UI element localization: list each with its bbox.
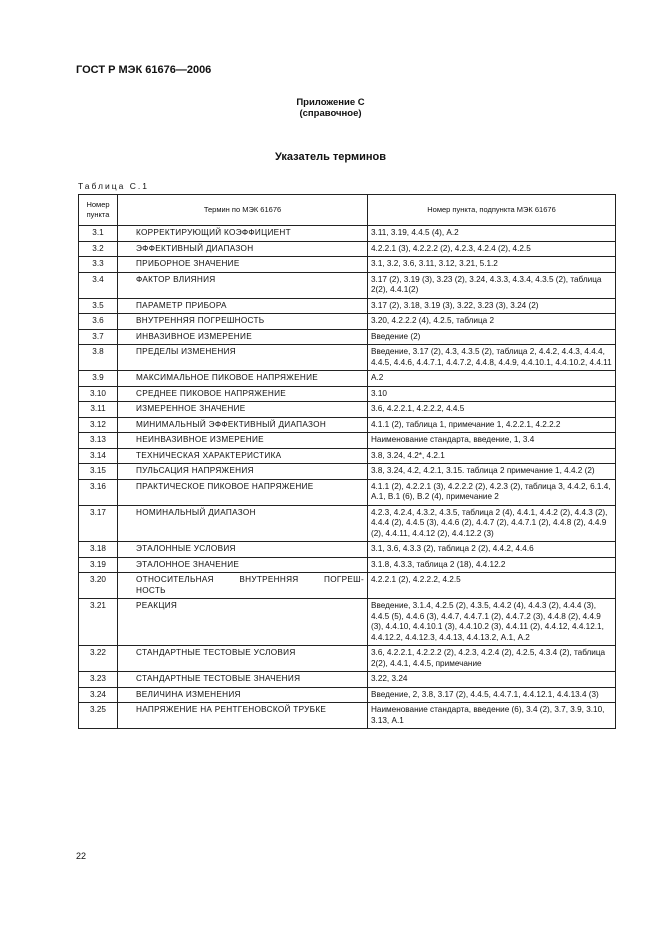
appendix-heading [0,97,661,119]
row-references: 4.2.3, 4.2.4, 4.3.2, 4.3.5, таблица 2 (4), 4.4.1, 4.4.2 (2), 4.4.3 (2), 4.4.4 (2), 4.4.5 (3), 4.4.6 (2), 4.4.7 (2), 4.4.7.1 (2), 4.4.8 (2), 4.4.9 (2), 4.4.11, 4.4.12 (2), 4.4.12.2 (3) [368,505,616,542]
row-term: КОРРЕКТИРУЮЩИЙ КОЭФФИЦИЕНТ [118,226,368,242]
table-row [79,687,616,703]
row-term: ПРЕДЕЛЫ ИЗМЕНЕНИЯ [118,345,368,371]
row-number: 3.19 [79,557,118,573]
table-row [79,314,616,330]
table-row [79,505,616,542]
row-references: 3.1, 3.6, 4.3.3 (2), таблица 2 (2), 4.4.2, 4.4.6 [368,542,616,558]
row-references: Наименование стандарта, введение, 1, 3.4 [368,433,616,449]
table-row [79,371,616,387]
row-term: ВЕЛИЧИНА ИЗМЕНЕНИЯ [118,687,368,703]
table-row [79,417,616,433]
row-term: ЭТАЛОННОЕ ЗНАЧЕНИЕ [118,557,368,573]
row-references: 4.1.1 (2), таблица 1, примечание 1, 4.2.2.1, 4.2.2.2 [368,417,616,433]
row-term: ВНУТРЕННЯЯ ПОГРЕШНОСТЬ [118,314,368,330]
row-references: А.2 [368,371,616,387]
row-references: 3.17 (2), 3.18, 3.19 (3), 3.22, 3.23 (3), 3.24 (2) [368,298,616,314]
row-number: 3.24 [79,687,118,703]
row-number: 3.12 [79,417,118,433]
row-term-line: НОСТЬ [136,585,166,595]
row-term: СРЕДНЕЕ ПИКОВОЕ НАПРЯЖЕНИЕ [118,386,368,402]
document-header: ГОСТ Р МЭК 61676—2006 [76,64,212,76]
row-number: 3.13 [79,433,118,449]
row-number: 3.1 [79,226,118,242]
row-references: 4.1.1 (2), 4.2.2.1 (3), 4.2.2.2 (2), 4.2.3 (2), таблица 3, 4.4.2, 6.1.4, А.1, В.1 (6), В.2 (4), примечание 2 [368,479,616,505]
row-term: МАКСИМАЛЬНОЕ ПИКОВОЕ НАПРЯЖЕНИЕ [118,371,368,387]
row-term: ЭТАЛОННЫЕ УСЛОВИЯ [118,542,368,558]
row-number: 3.25 [79,703,118,729]
table-row [79,557,616,573]
table-row [79,386,616,402]
row-number: 3.3 [79,257,118,273]
row-number: 3.11 [79,402,118,418]
page-title: Указатель терминов [274,151,387,163]
table-label: Таблица С.1 [78,181,149,191]
table-row [79,542,616,558]
row-term: НЕИНВАЗИВНОЕ ИЗМЕРЕНИЕ [118,433,368,449]
row-term: ИНВАЗИВНОЕ ИЗМЕРЕНИЕ [118,329,368,345]
row-references: Введение, 3.1.4, 4.2.5 (2), 4.3.5, 4.4.2 (4), 4.4.3 (2), 4.4.4 (3), 4.4.5 (5), 4.4.6 (3), 4.4.7, 4.4.7.1 (2), 4.4.7.2 (3), 4.4.8 (2), 4.4.9 (3), 4.4.10, 4.4.10.1 (3), 4.4.10.2 (3), 4.4.11 (2), 4.4.12, 4.4.12.1, 4.4.12.2, 4.4.12.3, 4.4.13, 4.4.13.2, А.1, А.2 [368,599,616,646]
row-term: ИЗМЕРЕННОЕ ЗНАЧЕНИЕ [118,402,368,418]
row-number: 3.5 [79,298,118,314]
table-row [79,226,616,242]
row-term: СТАНДАРТНЫЕ ТЕСТОВЫЕ ЗНАЧЕНИЯ [118,672,368,688]
table-row [79,257,616,273]
table-body [79,226,616,729]
row-references: 3.11, 3.19, 4.4.5 (4), А.2 [368,226,616,242]
row-number: 3.23 [79,672,118,688]
row-number: 3.21 [79,599,118,646]
row-number: 3.14 [79,448,118,464]
table-row [79,298,616,314]
table-row [79,433,616,449]
row-number: 3.8 [79,345,118,371]
table-row [79,272,616,298]
row-number: 3.18 [79,542,118,558]
row-references: 3.20, 4.2.2.2 (4), 4.2.5, таблица 2 [368,314,616,330]
row-references: 3.8, 3.24, 4.2*, 4.2.1 [368,448,616,464]
table-row [79,241,616,257]
row-references: 3.8, 3.24, 4.2, 4.2.1, 3.15. таблица 2 примечание 1, 4.4.2 (2) [368,464,616,480]
column-header-num: Номер пункта [79,195,118,226]
row-term: ПУЛЬСАЦИЯ НАПРЯЖЕНИЯ [118,464,368,480]
row-references: 3.22, 3.24 [368,672,616,688]
row-number: 3.20 [79,573,118,599]
row-number: 3.4 [79,272,118,298]
row-references: 4.2.2.1 (3), 4.2.2.2 (2), 4.2.3, 4.2.4 (2), 4.2.5 [368,241,616,257]
table-row [79,479,616,505]
row-number: 3.17 [79,505,118,542]
table-row [79,402,616,418]
row-references: 3.6, 4.2.2.1, 4.2.2.2 (2), 4.2.3, 4.2.4 (2), 4.2.5, 4.3.4 (2), таблица 2(2), 4.4.1, 4.4.5, примечание [368,646,616,672]
row-references: 4.2.2.1 (2), 4.2.2.2, 4.2.5 [368,573,616,599]
table-row [79,464,616,480]
terms-table [78,194,616,729]
table-row [79,672,616,688]
row-term: ФАКТОР ВЛИЯНИЯ [118,272,368,298]
table-row [79,703,616,729]
row-number: 3.15 [79,464,118,480]
column-header-term: Термин по МЭК 61676 [118,195,368,226]
table-row [79,329,616,345]
table-row [79,448,616,464]
row-number: 3.22 [79,646,118,672]
row-term: МИНИМАЛЬНЫЙ ЭФФЕКТИВНЫЙ ДИАПАЗОН [118,417,368,433]
row-references: 3.1, 3.2, 3.6, 3.11, 3.12, 3.21, 5.1.2 [368,257,616,273]
row-term: ТЕХНИЧЕСКАЯ ХАРАКТЕРИСТИКА [118,448,368,464]
row-references: 3.10 [368,386,616,402]
row-references: 3.17 (2), 3.19 (3), 3.23 (2), 3.24, 4.3.3, 4.3.4, 4.3.5 (2), таблица 2(2), 4.4.1(2) [368,272,616,298]
row-references: Введение, 2, 3.8, 3.17 (2), 4.4.5, 4.4.7.1, 4.4.12.1, 4.4.13.4 (3) [368,687,616,703]
table-row [79,345,616,371]
row-term: ПАРАМЕТР ПРИБОРА [118,298,368,314]
row-term-line: ОТНОСИТЕЛЬНАЯ ВНУТРЕННЯЯ ПОГРЕШ- [136,575,364,584]
row-references: Введение (2) [368,329,616,345]
column-header-ref: Номер пункта, подпункта МЭК 61676 [368,195,616,226]
row-term: ЭФФЕКТИВНЫЙ ДИАПАЗОН [118,241,368,257]
row-term: НОМИНАЛЬНЫЙ ДИАПАЗОН [118,505,368,542]
row-references: 3.6, 4.2.2.1, 4.2.2.2, 4.4.5 [368,402,616,418]
table-row [79,573,616,599]
appendix-title: Приложение С [296,97,365,108]
page-number: 22 [76,851,87,861]
row-term: ПРИБОРНОЕ ЗНАЧЕНИЕ [118,257,368,273]
row-number: 3.9 [79,371,118,387]
row-term [118,573,368,599]
row-term: ПРАКТИЧЕСКОЕ ПИКОВОЕ НАПРЯЖЕНИЕ [118,479,368,505]
row-references: Наименование стандарта, введение (6), 3.4 (2), 3.7, 3.9, 3.10, 3.13, А.1 [368,703,616,729]
table-row [79,646,616,672]
table-row [79,599,616,646]
row-number: 3.10 [79,386,118,402]
appendix-subtitle: (справочное) [299,108,362,119]
row-references: 3.1.8, 4.3.3, таблица 2 (18), 4.4.12.2 [368,557,616,573]
row-term: НАПРЯЖЕНИЕ НА РЕНТГЕНОВСКОЙ ТРУБКЕ [118,703,368,729]
row-number: 3.7 [79,329,118,345]
row-number: 3.6 [79,314,118,330]
row-number: 3.16 [79,479,118,505]
table-header-row [79,195,616,226]
row-number: 3.2 [79,241,118,257]
row-term: РЕАКЦИЯ [118,599,368,646]
row-term: СТАНДАРТНЫЕ ТЕСТОВЫЕ УСЛОВИЯ [118,646,368,672]
row-references: Введение, 3.17 (2), 4.3, 4.3.5 (2), таблица 2, 4.4.2, 4.4.3, 4.4.4, 4.4.5, 4.4.6, 4.4.7.1, 4.4.7.2, 4.4.8, 4.4.9, 4.4.10.1, 4.4.10.2, 4.4.11 [368,345,616,371]
